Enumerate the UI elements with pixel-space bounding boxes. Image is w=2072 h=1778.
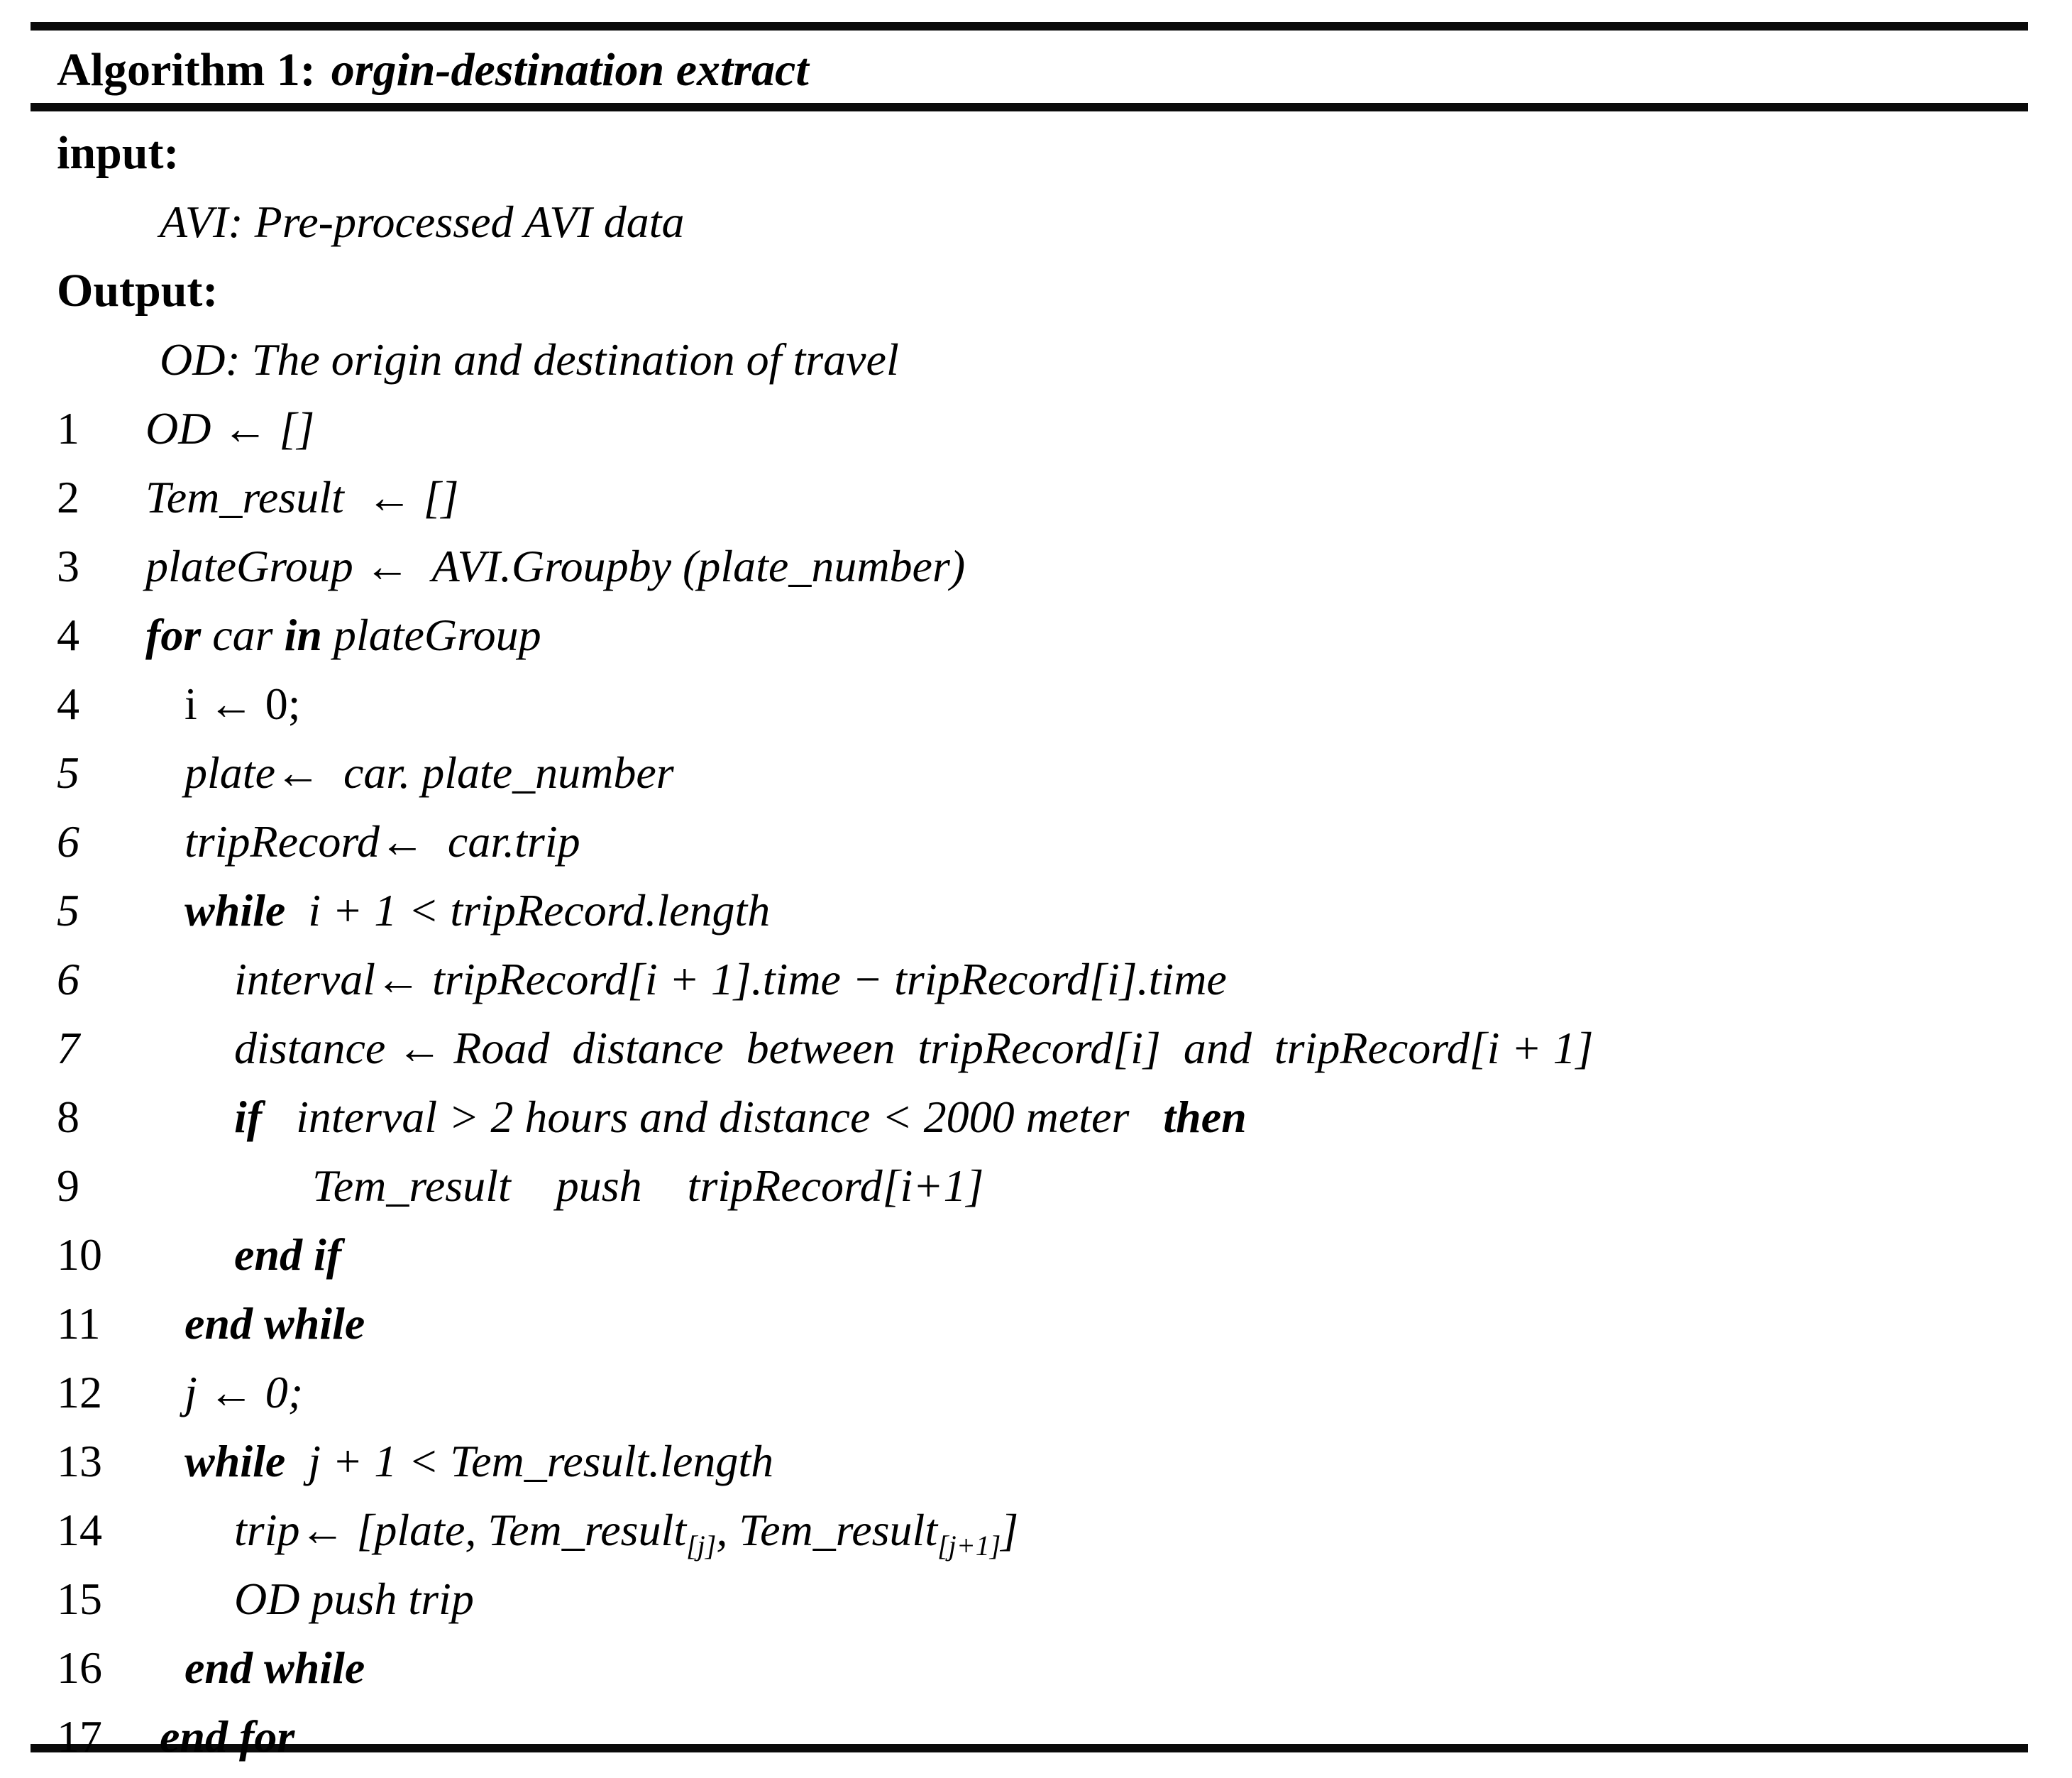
code-line: [0, 669, 2072, 738]
line-number: 4: [57, 679, 79, 729]
line-code: [145, 600, 541, 669]
code-text: plateGroup: [321, 610, 541, 660]
line-number: 12: [57, 1367, 102, 1417]
keyword: end for: [160, 1711, 295, 1762]
code-line: [0, 1427, 2072, 1496]
code-line: [0, 876, 2072, 945]
line-number: 5: [57, 747, 79, 798]
code-line: [0, 1151, 2072, 1220]
code-line: [0, 394, 2072, 463]
code-text: car: [201, 610, 285, 660]
input-section: [0, 119, 2072, 187]
keyword: while: [184, 1436, 286, 1486]
line-code: [184, 669, 301, 738]
algorithm-label: Algorithm 1:: [57, 44, 316, 96]
line-number: 11: [57, 1298, 101, 1349]
code-text: plateGroup ← AVI.Groupby (plate_number): [145, 541, 966, 591]
output-description: OD: The origin and destination of travel: [160, 334, 899, 385]
line-code: [145, 394, 314, 463]
line-number: 3: [57, 541, 79, 591]
code-text: Tem_result ← []: [145, 472, 459, 522]
line-code: [234, 1220, 341, 1289]
line-code: [184, 1427, 773, 1496]
code-text: , Tem_result: [716, 1505, 938, 1555]
code-line: [0, 738, 2072, 807]
line-code: [184, 738, 674, 807]
keyword: for: [145, 610, 202, 660]
code-text: OD ← []: [145, 403, 315, 454]
line-code: [234, 1082, 1247, 1151]
keyword: then: [1163, 1092, 1247, 1142]
line-code: [184, 1358, 303, 1427]
keyword: in: [284, 610, 322, 660]
line-number: 14: [57, 1505, 102, 1555]
line-number: 8: [57, 1092, 79, 1142]
code-text: tripRecord← car.trip: [184, 816, 580, 867]
line-code: [184, 807, 580, 876]
keyword: end while: [184, 1642, 365, 1693]
line-number: 7: [57, 1023, 79, 1073]
line-code: [234, 1014, 1594, 1082]
algorithm-title: [0, 35, 2072, 104]
input-description: AVI: Pre-processed AVI data: [160, 197, 685, 247]
line-number: 10: [57, 1229, 102, 1280]
code-text: distance ← Road distance between tripRecord[i] and tripRecord[i + 1]: [234, 1023, 1594, 1073]
code-line: [0, 1220, 2072, 1289]
code-text: Tem_result push tripRecord[i+1]: [312, 1160, 984, 1211]
line-code: [145, 463, 459, 532]
code-text: i + 1 < tripRecord.length: [285, 885, 771, 935]
output-label: Output:: [57, 265, 219, 317]
line-number: 4: [57, 610, 79, 660]
code-text: interval← tripRecord[i + 1].time − tripRecord[i].time: [234, 954, 1227, 1004]
code-line: [0, 1564, 2072, 1633]
code-line: [0, 807, 2072, 876]
line-number: 9: [57, 1160, 79, 1211]
line-code: [184, 1289, 365, 1358]
output-description-row: [0, 325, 2072, 394]
keyword: while: [184, 885, 286, 935]
keyword: end while: [184, 1298, 365, 1349]
line-number: 13: [57, 1436, 102, 1486]
line-code: [234, 945, 1227, 1014]
code-line: [0, 463, 2072, 532]
line-number: 1: [57, 403, 79, 454]
code-line: [0, 1633, 2072, 1702]
line-number: 2: [57, 472, 79, 522]
code-line: [0, 532, 2072, 600]
code-line: [0, 1358, 2072, 1427]
code-text: trip← [plate, Tem_result: [234, 1505, 687, 1555]
code-line: [0, 1082, 2072, 1151]
code-text: j ← 0;: [184, 1367, 304, 1417]
code-line: [0, 1702, 2072, 1771]
line-code: [160, 1702, 294, 1771]
input-description-row: [0, 187, 2072, 256]
line-number: 16: [57, 1642, 102, 1693]
code-line: [0, 1496, 2072, 1564]
top-rule: [31, 22, 2028, 31]
line-code: [145, 532, 965, 600]
input-label: input:: [57, 127, 180, 179]
keyword: end if: [234, 1229, 342, 1280]
line-number: 15: [57, 1574, 102, 1624]
code-text: ]: [1001, 1505, 1019, 1555]
code-text: OD push trip: [234, 1574, 474, 1624]
keyword: if: [234, 1092, 263, 1142]
code-line: [0, 1289, 2072, 1358]
subscript: [j]: [686, 1530, 717, 1562]
code-text: j + 1 < Tem_result.length: [285, 1436, 774, 1486]
output-section: [0, 256, 2072, 325]
line-code: [234, 1564, 474, 1633]
line-number: 5: [57, 885, 79, 935]
code-text: interval > 2 hours and distance < 2000 meter: [262, 1092, 1164, 1142]
line-number: 6: [57, 954, 79, 1004]
line-code: [312, 1151, 983, 1220]
code-text: plate← car. plate_number: [184, 747, 674, 798]
line-code: [184, 876, 770, 945]
code-line: [0, 945, 2072, 1014]
code-line: [0, 600, 2072, 669]
code-line: [0, 1014, 2072, 1082]
line-code: [184, 1633, 365, 1702]
code-text: i ← 0;: [184, 679, 301, 729]
subscript: [j+1]: [937, 1530, 1001, 1562]
line-number: 17: [57, 1711, 102, 1762]
line-number: 6: [57, 816, 79, 867]
algorithm-name: orgin-destination extract: [331, 44, 809, 96]
